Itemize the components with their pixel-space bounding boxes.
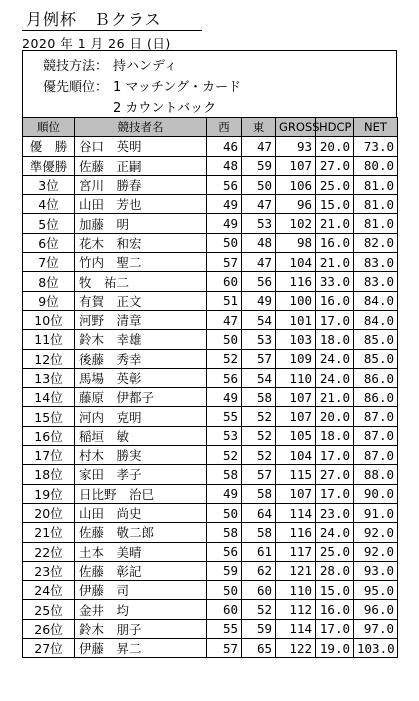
cell-west: 50 xyxy=(207,330,242,349)
cell-east: 59 xyxy=(242,156,276,175)
table-row xyxy=(23,446,398,465)
cell-hdcp: 15.0 xyxy=(316,195,354,214)
cell-rank: 9位 xyxy=(23,291,75,310)
cell-west: 50 xyxy=(207,503,242,522)
cell-net: 85.0 xyxy=(354,349,398,368)
cell-east: 47 xyxy=(242,137,276,156)
cell-east: 60 xyxy=(242,581,276,600)
priority-label: 優先順位： xyxy=(43,80,109,95)
cell-name: 藤原 伊都子 xyxy=(75,388,207,407)
cell-name: 土本 美晴 xyxy=(75,542,207,561)
cell-rank: 18位 xyxy=(23,465,75,484)
header-gross: GROSS xyxy=(276,118,316,137)
cell-hdcp: 15.0 xyxy=(316,581,354,600)
table-row xyxy=(23,291,398,310)
cell-net: 91.0 xyxy=(354,503,398,522)
cell-hdcp: 16.0 xyxy=(316,291,354,310)
cell-rank: 8位 xyxy=(23,272,75,291)
cell-hdcp: 20.0 xyxy=(316,407,354,426)
cell-east: 52 xyxy=(242,446,276,465)
cell-hdcp: 24.0 xyxy=(316,349,354,368)
cell-net: 87.0 xyxy=(354,426,398,445)
cell-west: 55 xyxy=(207,619,242,638)
cell-east: 65 xyxy=(242,639,276,658)
cell-rank: 12位 xyxy=(23,349,75,368)
cell-gross: 107 xyxy=(276,156,316,175)
table-row xyxy=(23,581,398,600)
header-rank: 順位 xyxy=(23,118,75,137)
cell-hdcp: 27.0 xyxy=(316,465,354,484)
cell-hdcp: 24.0 xyxy=(316,523,354,542)
table-row xyxy=(23,523,398,542)
cell-name: 金井 均 xyxy=(75,600,207,619)
cell-net: 81.0 xyxy=(354,175,398,194)
table-row xyxy=(23,388,398,407)
cell-net: 81.0 xyxy=(354,214,398,233)
header-net: NET xyxy=(354,118,398,137)
cell-east: 58 xyxy=(242,484,276,503)
cell-hdcp: 17.0 xyxy=(316,619,354,638)
cell-name: 谷口 英明 xyxy=(75,137,207,156)
cell-east: 52 xyxy=(242,600,276,619)
cell-name: 宮川 勝春 xyxy=(75,175,207,194)
cell-name: 伊藤 昇二 xyxy=(75,639,207,658)
cell-rank: 5位 xyxy=(23,214,75,233)
rules-box xyxy=(22,50,397,118)
cell-gross: 100 xyxy=(276,291,316,310)
cell-net: 83.0 xyxy=(354,272,398,291)
cell-hdcp: 25.0 xyxy=(316,542,354,561)
cell-west: 47 xyxy=(207,310,242,329)
cell-net: 81.0 xyxy=(354,195,398,214)
cell-west: 59 xyxy=(207,561,242,580)
cell-gross: 114 xyxy=(276,503,316,522)
cell-name: 日比野 治巳 xyxy=(75,484,207,503)
cell-hdcp: 25.0 xyxy=(316,175,354,194)
cell-rank: 20位 xyxy=(23,503,75,522)
cell-name: 有賀 正文 xyxy=(75,291,207,310)
cell-name: 花木 和宏 xyxy=(75,233,207,252)
cell-west: 48 xyxy=(207,156,242,175)
table-row xyxy=(23,233,398,252)
cell-west: 58 xyxy=(207,465,242,484)
cell-rank: 25位 xyxy=(23,600,75,619)
cell-west: 50 xyxy=(207,233,242,252)
cell-name: 鈴木 幸雄 xyxy=(75,330,207,349)
cell-name: 牧 祐二 xyxy=(75,272,207,291)
table-row xyxy=(23,484,398,503)
cell-name: 加藤 明 xyxy=(75,214,207,233)
cell-west: 53 xyxy=(207,426,242,445)
cell-east: 59 xyxy=(242,619,276,638)
header-row xyxy=(23,118,398,137)
cell-east: 58 xyxy=(242,388,276,407)
method-label: 競技方法： xyxy=(43,59,109,74)
cell-rank: 17位 xyxy=(23,446,75,465)
cell-rank: 10位 xyxy=(23,310,75,329)
cell-west: 56 xyxy=(207,368,242,387)
table-row xyxy=(23,195,398,214)
method-value: 持ハンディ xyxy=(113,59,177,74)
cell-name: 後藤 秀幸 xyxy=(75,349,207,368)
cell-gross: 104 xyxy=(276,446,316,465)
table-row xyxy=(23,272,398,291)
cell-east: 47 xyxy=(242,253,276,272)
cell-west: 56 xyxy=(207,175,242,194)
cell-gross: 122 xyxy=(276,639,316,658)
cell-east: 61 xyxy=(242,542,276,561)
cell-hdcp: 17.0 xyxy=(316,484,354,503)
table-row xyxy=(23,426,398,445)
cell-east: 48 xyxy=(242,233,276,252)
header-west: 西 xyxy=(207,118,242,137)
cell-west: 49 xyxy=(207,484,242,503)
table-row xyxy=(23,156,398,175)
cell-gross: 98 xyxy=(276,233,316,252)
cell-gross: 96 xyxy=(276,195,316,214)
cell-name: 家田 孝子 xyxy=(75,465,207,484)
cell-gross: 114 xyxy=(276,619,316,638)
cell-net: 93.0 xyxy=(354,561,398,580)
table-row xyxy=(23,542,398,561)
cell-rank: 22位 xyxy=(23,542,75,561)
cell-net: 84.0 xyxy=(354,310,398,329)
cell-gross: 116 xyxy=(276,272,316,291)
table-row xyxy=(23,407,398,426)
table-row xyxy=(23,561,398,580)
cell-name: 村木 勝実 xyxy=(75,446,207,465)
cell-east: 47 xyxy=(242,195,276,214)
cell-net: 103.0 xyxy=(354,639,398,658)
cell-gross: 115 xyxy=(276,465,316,484)
cell-hdcp: 27.0 xyxy=(316,156,354,175)
table-row xyxy=(23,310,398,329)
cell-rank: 27位 xyxy=(23,639,75,658)
table-row xyxy=(23,639,398,658)
cell-hdcp: 24.0 xyxy=(316,368,354,387)
cell-hdcp: 16.0 xyxy=(316,600,354,619)
cell-east: 57 xyxy=(242,349,276,368)
cell-east: 52 xyxy=(242,407,276,426)
cell-gross: 105 xyxy=(276,426,316,445)
cell-rank: 21位 xyxy=(23,523,75,542)
cell-west: 55 xyxy=(207,407,242,426)
cell-gross: 110 xyxy=(276,368,316,387)
cell-gross: 101 xyxy=(276,310,316,329)
cell-rank: 3位 xyxy=(23,175,75,194)
cell-net: 90.0 xyxy=(354,484,398,503)
cell-hdcp: 19.0 xyxy=(316,639,354,658)
cell-east: 64 xyxy=(242,503,276,522)
cell-west: 49 xyxy=(207,195,242,214)
cell-gross: 107 xyxy=(276,407,316,426)
cell-east: 57 xyxy=(242,465,276,484)
cell-rank: 7位 xyxy=(23,253,75,272)
cell-name: 河野 清章 xyxy=(75,310,207,329)
cell-name: 山田 尚史 xyxy=(75,503,207,522)
cell-gross: 103 xyxy=(276,330,316,349)
cell-west: 60 xyxy=(207,600,242,619)
cell-name: 稲垣 敏 xyxy=(75,426,207,445)
cell-name: 鈴木 朋子 xyxy=(75,619,207,638)
cell-gross: 116 xyxy=(276,523,316,542)
cell-name: 山田 芳也 xyxy=(75,195,207,214)
results-table xyxy=(22,117,398,658)
cell-west: 46 xyxy=(207,137,242,156)
cell-rank: 14位 xyxy=(23,388,75,407)
cell-net: 86.0 xyxy=(354,388,398,407)
cell-rank: 19位 xyxy=(23,484,75,503)
page-title: 月例杯 Ｂクラス xyxy=(22,10,202,31)
header-hdcp: HDCP xyxy=(316,118,354,137)
cell-west: 49 xyxy=(207,388,242,407)
cell-west: 57 xyxy=(207,253,242,272)
cell-hdcp: 28.0 xyxy=(316,561,354,580)
cell-net: 97.0 xyxy=(354,619,398,638)
cell-name: 佐藤 彰記 xyxy=(75,561,207,580)
cell-hdcp: 21.0 xyxy=(316,388,354,407)
cell-rank: 11位 xyxy=(23,330,75,349)
table-row xyxy=(23,465,398,484)
cell-net: 88.0 xyxy=(354,465,398,484)
cell-gross: 109 xyxy=(276,349,316,368)
cell-rank: 準優勝 xyxy=(23,156,75,175)
table-row xyxy=(23,600,398,619)
cell-gross: 107 xyxy=(276,484,316,503)
cell-hdcp: 18.0 xyxy=(316,330,354,349)
cell-name: 竹内 聖二 xyxy=(75,253,207,272)
cell-rank: 優 勝 xyxy=(23,137,75,156)
cell-west: 50 xyxy=(207,581,242,600)
table-row xyxy=(23,253,398,272)
cell-east: 62 xyxy=(242,561,276,580)
priority-1: 1 マッチング・カード xyxy=(113,80,241,95)
cell-east: 54 xyxy=(242,310,276,329)
cell-hdcp: 21.0 xyxy=(316,253,354,272)
cell-net: 73.0 xyxy=(354,137,398,156)
table-row xyxy=(23,368,398,387)
cell-net: 85.0 xyxy=(354,330,398,349)
header-east: 東 xyxy=(242,118,276,137)
table-row xyxy=(23,175,398,194)
cell-gross: 102 xyxy=(276,214,316,233)
cell-net: 82.0 xyxy=(354,233,398,252)
cell-west: 52 xyxy=(207,349,242,368)
cell-west: 56 xyxy=(207,542,242,561)
cell-gross: 93 xyxy=(276,137,316,156)
cell-net: 92.0 xyxy=(354,542,398,561)
event-date: 2020 年 1 月 26 日 (日) xyxy=(22,36,171,51)
cell-net: 95.0 xyxy=(354,581,398,600)
cell-west: 60 xyxy=(207,272,242,291)
cell-hdcp: 20.0 xyxy=(316,137,354,156)
table-row xyxy=(23,503,398,522)
cell-rank: 6位 xyxy=(23,233,75,252)
cell-west: 58 xyxy=(207,523,242,542)
cell-east: 52 xyxy=(242,426,276,445)
cell-rank: 24位 xyxy=(23,581,75,600)
cell-net: 83.0 xyxy=(354,253,398,272)
cell-net: 80.0 xyxy=(354,156,398,175)
priority-2: 2 カウントバック xyxy=(113,101,217,116)
cell-gross: 106 xyxy=(276,175,316,194)
cell-gross: 121 xyxy=(276,561,316,580)
cell-east: 53 xyxy=(242,330,276,349)
cell-west: 51 xyxy=(207,291,242,310)
cell-net: 86.0 xyxy=(354,368,398,387)
cell-hdcp: 23.0 xyxy=(316,503,354,522)
cell-east: 50 xyxy=(242,175,276,194)
cell-east: 54 xyxy=(242,368,276,387)
cell-east: 53 xyxy=(242,214,276,233)
cell-rank: 13位 xyxy=(23,368,75,387)
cell-hdcp: 21.0 xyxy=(316,214,354,233)
cell-hdcp: 17.0 xyxy=(316,310,354,329)
cell-hdcp: 18.0 xyxy=(316,426,354,445)
cell-west: 49 xyxy=(207,214,242,233)
cell-east: 56 xyxy=(242,272,276,291)
cell-rank: 23位 xyxy=(23,561,75,580)
cell-hdcp: 33.0 xyxy=(316,272,354,291)
cell-gross: 112 xyxy=(276,600,316,619)
cell-gross: 117 xyxy=(276,542,316,561)
table-row xyxy=(23,349,398,368)
cell-net: 96.0 xyxy=(354,600,398,619)
cell-name: 河内 克明 xyxy=(75,407,207,426)
table-row xyxy=(23,137,398,156)
cell-name: 伊藤 司 xyxy=(75,581,207,600)
cell-hdcp: 17.0 xyxy=(316,446,354,465)
cell-net: 84.0 xyxy=(354,291,398,310)
table-row xyxy=(23,619,398,638)
cell-rank: 15位 xyxy=(23,407,75,426)
cell-gross: 104 xyxy=(276,253,316,272)
cell-name: 佐藤 正嗣 xyxy=(75,156,207,175)
cell-east: 58 xyxy=(242,523,276,542)
cell-gross: 107 xyxy=(276,388,316,407)
cell-west: 52 xyxy=(207,446,242,465)
cell-rank: 16位 xyxy=(23,426,75,445)
table-row xyxy=(23,330,398,349)
cell-net: 87.0 xyxy=(354,407,398,426)
cell-net: 92.0 xyxy=(354,523,398,542)
cell-rank: 4位 xyxy=(23,195,75,214)
cell-rank: 26位 xyxy=(23,619,75,638)
cell-gross: 110 xyxy=(276,581,316,600)
cell-east: 49 xyxy=(242,291,276,310)
table-row xyxy=(23,214,398,233)
cell-net: 87.0 xyxy=(354,446,398,465)
cell-west: 57 xyxy=(207,639,242,658)
cell-hdcp: 16.0 xyxy=(316,233,354,252)
cell-name: 馬場 英彰 xyxy=(75,368,207,387)
header-name: 競技者名 xyxy=(75,118,207,137)
cell-name: 佐藤 敬二郎 xyxy=(75,523,207,542)
